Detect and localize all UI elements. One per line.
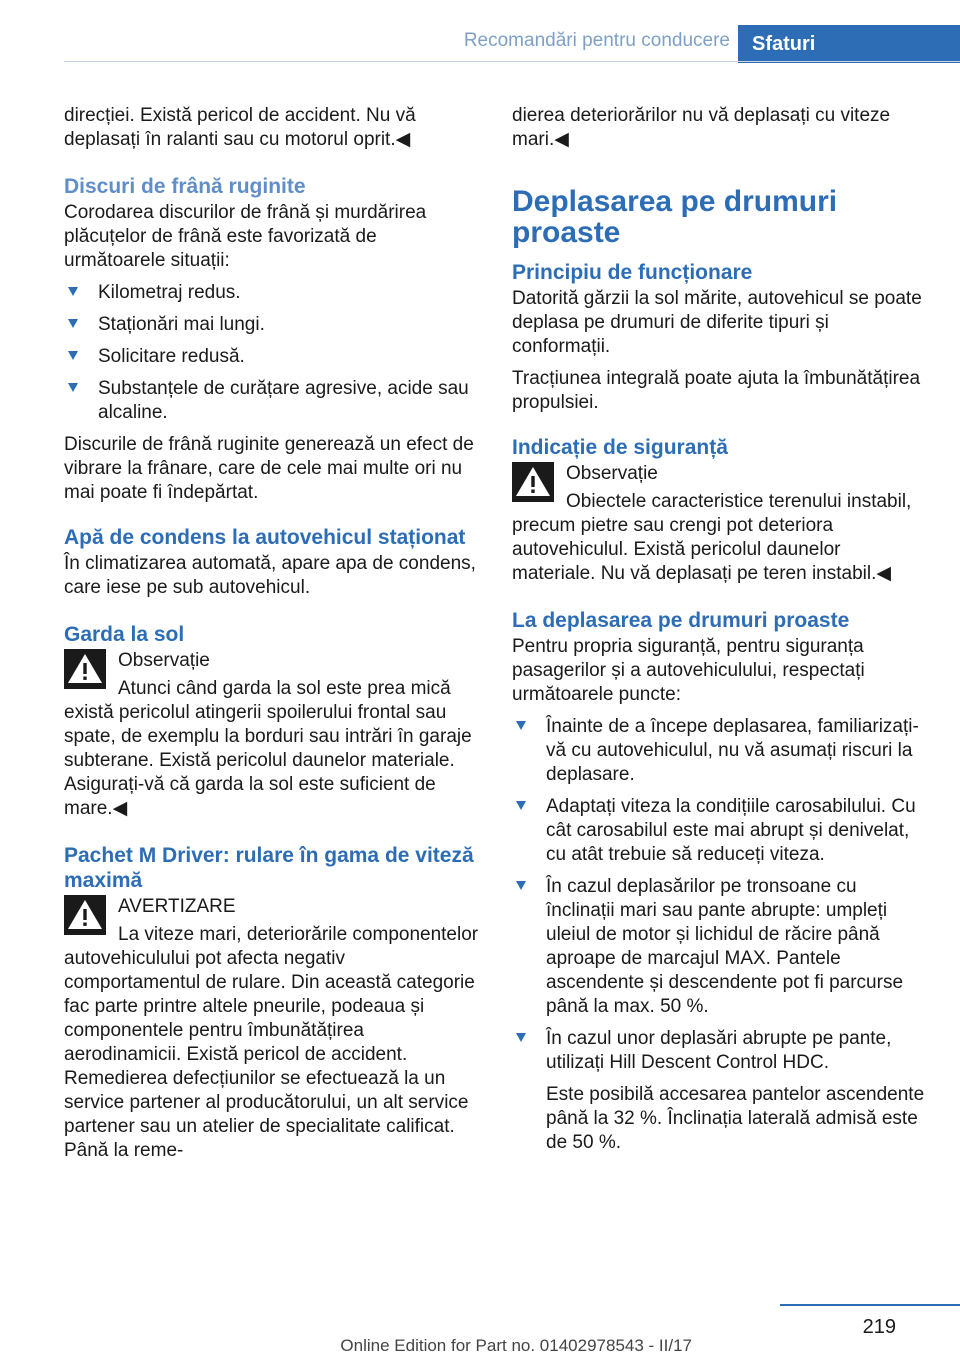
list-item: Solicitare redusă. xyxy=(64,345,479,369)
list-item: În cazul unor deplasări abrupte pe pante, utilizați Hill Descent Control HDC. Este posibilă accesarea pantelor ascendente până la 32 %. Înclinația laterală admisă este de 50 %. xyxy=(512,1027,927,1155)
list-item-extra: Este posibilă accesarea pantelor ascendente până la 32 %. Înclinația laterală admisă este de 50 %. xyxy=(546,1084,925,1153)
warning-text: La viteze mari, deteriorările componentelor autovehiculului pot afecta negativ comportamentul de rulare. Din această categorie fac parte printre altele pneurile, podeaua și componentele pentru îmbunătățirea aerodinamicii. Există pericol de accident. Remedierea defecțiunilor se efectuează la un service partener al producătorului, un alt service partener sau un atelier de specialitate calificat. Până la reme- xyxy=(64,924,479,1161)
warning-icon xyxy=(64,895,106,935)
list-item: Kilometraj redus. xyxy=(64,281,479,305)
pachet-warning xyxy=(64,895,479,1163)
header-rule xyxy=(64,61,960,62)
list-item: Înainte de a începe deplasarea, familiarizați-vă cu autovehiculul, nu vă asumați riscuri la deplasare. xyxy=(512,715,927,787)
right-intro: dierea deteriorărilor nu vă deplasați cu viteze mari.◀ xyxy=(512,105,891,150)
indicatie-warning xyxy=(512,462,927,586)
principiu-heading: Principiu de funcționare xyxy=(512,261,753,284)
warning-text: Obiectele caracteristice terenului instabil, precum pietre sau crengi pot deteriora autovehiculul. Există pericolul daunelor materiale. Nu vă deplasați pe teren instabil.◀ xyxy=(512,491,912,584)
edition-note: Online Edition for Part no. 01402978543 - II/17 xyxy=(340,1336,692,1355)
discuri-text: Corodarea discurilor de frână și murdărirea plăcuțelor de frână este favorizată de următoarele situații: xyxy=(64,202,427,271)
warning-title: Observație xyxy=(566,463,658,484)
discuri-list xyxy=(64,281,479,425)
warning-icon xyxy=(512,462,554,502)
warning-icon xyxy=(64,649,106,689)
pachet-heading: Pachet M Driver: rulare în gama de viteză maximă xyxy=(64,844,474,892)
condens-text: În climatizarea automată, apare apa de condens, care iese pe sub autovehicul. xyxy=(64,553,476,598)
bullet-marker-icon xyxy=(516,721,526,730)
proaste-text: Pentru propria siguranță, pentru siguranța pasagerilor și a autovehiculului, respectați următoarele puncte: xyxy=(512,636,865,705)
principiu-text-1: Datorită gărzii la sol mărite, autovehicul se poate deplasa pe drumuri de diferite tipuri și conformații. xyxy=(512,288,922,357)
proaste-list xyxy=(512,715,927,1155)
footer-rule xyxy=(780,1304,960,1306)
bullet-marker-icon xyxy=(516,881,526,890)
right-column xyxy=(512,104,927,1163)
warning-title: AVERTIZARE xyxy=(118,896,236,917)
bullet-marker-icon xyxy=(68,351,78,360)
header-section-title: Recomandări pentru conducere xyxy=(463,30,730,51)
list-item: Staționări mai lungi. xyxy=(64,313,479,337)
main-heading: Deplasarea pe drumuri proaste xyxy=(512,185,838,249)
bullet-marker-icon xyxy=(68,383,78,392)
warning-text: Atunci când garda la sol este prea mică există pericolul atingerii spoilerului frontal sau spate, de exemplu la borduri sau intrări în garaje subterane. Există pericolul daunelor materiale. Asigurați-vă că garda la sol este suficient de mare.◀ xyxy=(64,678,472,819)
garda-warning xyxy=(64,649,479,821)
list-item: Adaptați viteza la condițiile carosabilului. Cu cât carosabilul este mai abrupt și denivelat, cu atât trebuie să reduceți viteza. xyxy=(512,795,927,867)
list-item: Substanțele de curățare agresive, acide sau alcaline. xyxy=(64,377,479,425)
principiu-text-2: Tracțiunea integrală poate ajuta la îmbunătățirea propulsiei. xyxy=(512,368,921,413)
list-item: În cazul deplasărilor pe tronsoane cu înclinații mari sau pante abrupte: umpleți uleiul de motor și lichidul de răcire până aproape de marcajul MAX. Pantele ascendente și descendente pot fi parcurse până la max. 50 %. xyxy=(512,875,927,1019)
garda-heading: Garda la sol xyxy=(64,623,185,646)
bullet-marker-icon xyxy=(516,801,526,810)
bullet-marker-icon xyxy=(68,287,78,296)
proaste-heading: La deplasarea pe drumuri proaste xyxy=(512,609,850,632)
discuri-after: Discurile de frână ruginite generează un efect de vibrare la frânare, care de cele mai multe ori nu mai poate fi îndepărtat. xyxy=(64,434,474,503)
indicatie-heading: Indicație de siguranță xyxy=(512,436,728,459)
warning-title: Observație xyxy=(118,650,210,671)
left-column xyxy=(64,104,479,1173)
left-intro: direcției. Există pericol de accident. Nu vă deplasați în ralanti sau cu motorul oprit.◀ xyxy=(64,105,416,150)
header-tab: Sfaturi xyxy=(738,25,960,63)
page-number: 219 xyxy=(862,1316,896,1338)
condens-heading: Apă de condens la autovehicul staționat xyxy=(64,526,466,549)
bullet-marker-icon xyxy=(68,319,78,328)
discuri-heading: Discuri de frână ruginite xyxy=(64,175,306,198)
bullet-marker-icon xyxy=(516,1033,526,1042)
